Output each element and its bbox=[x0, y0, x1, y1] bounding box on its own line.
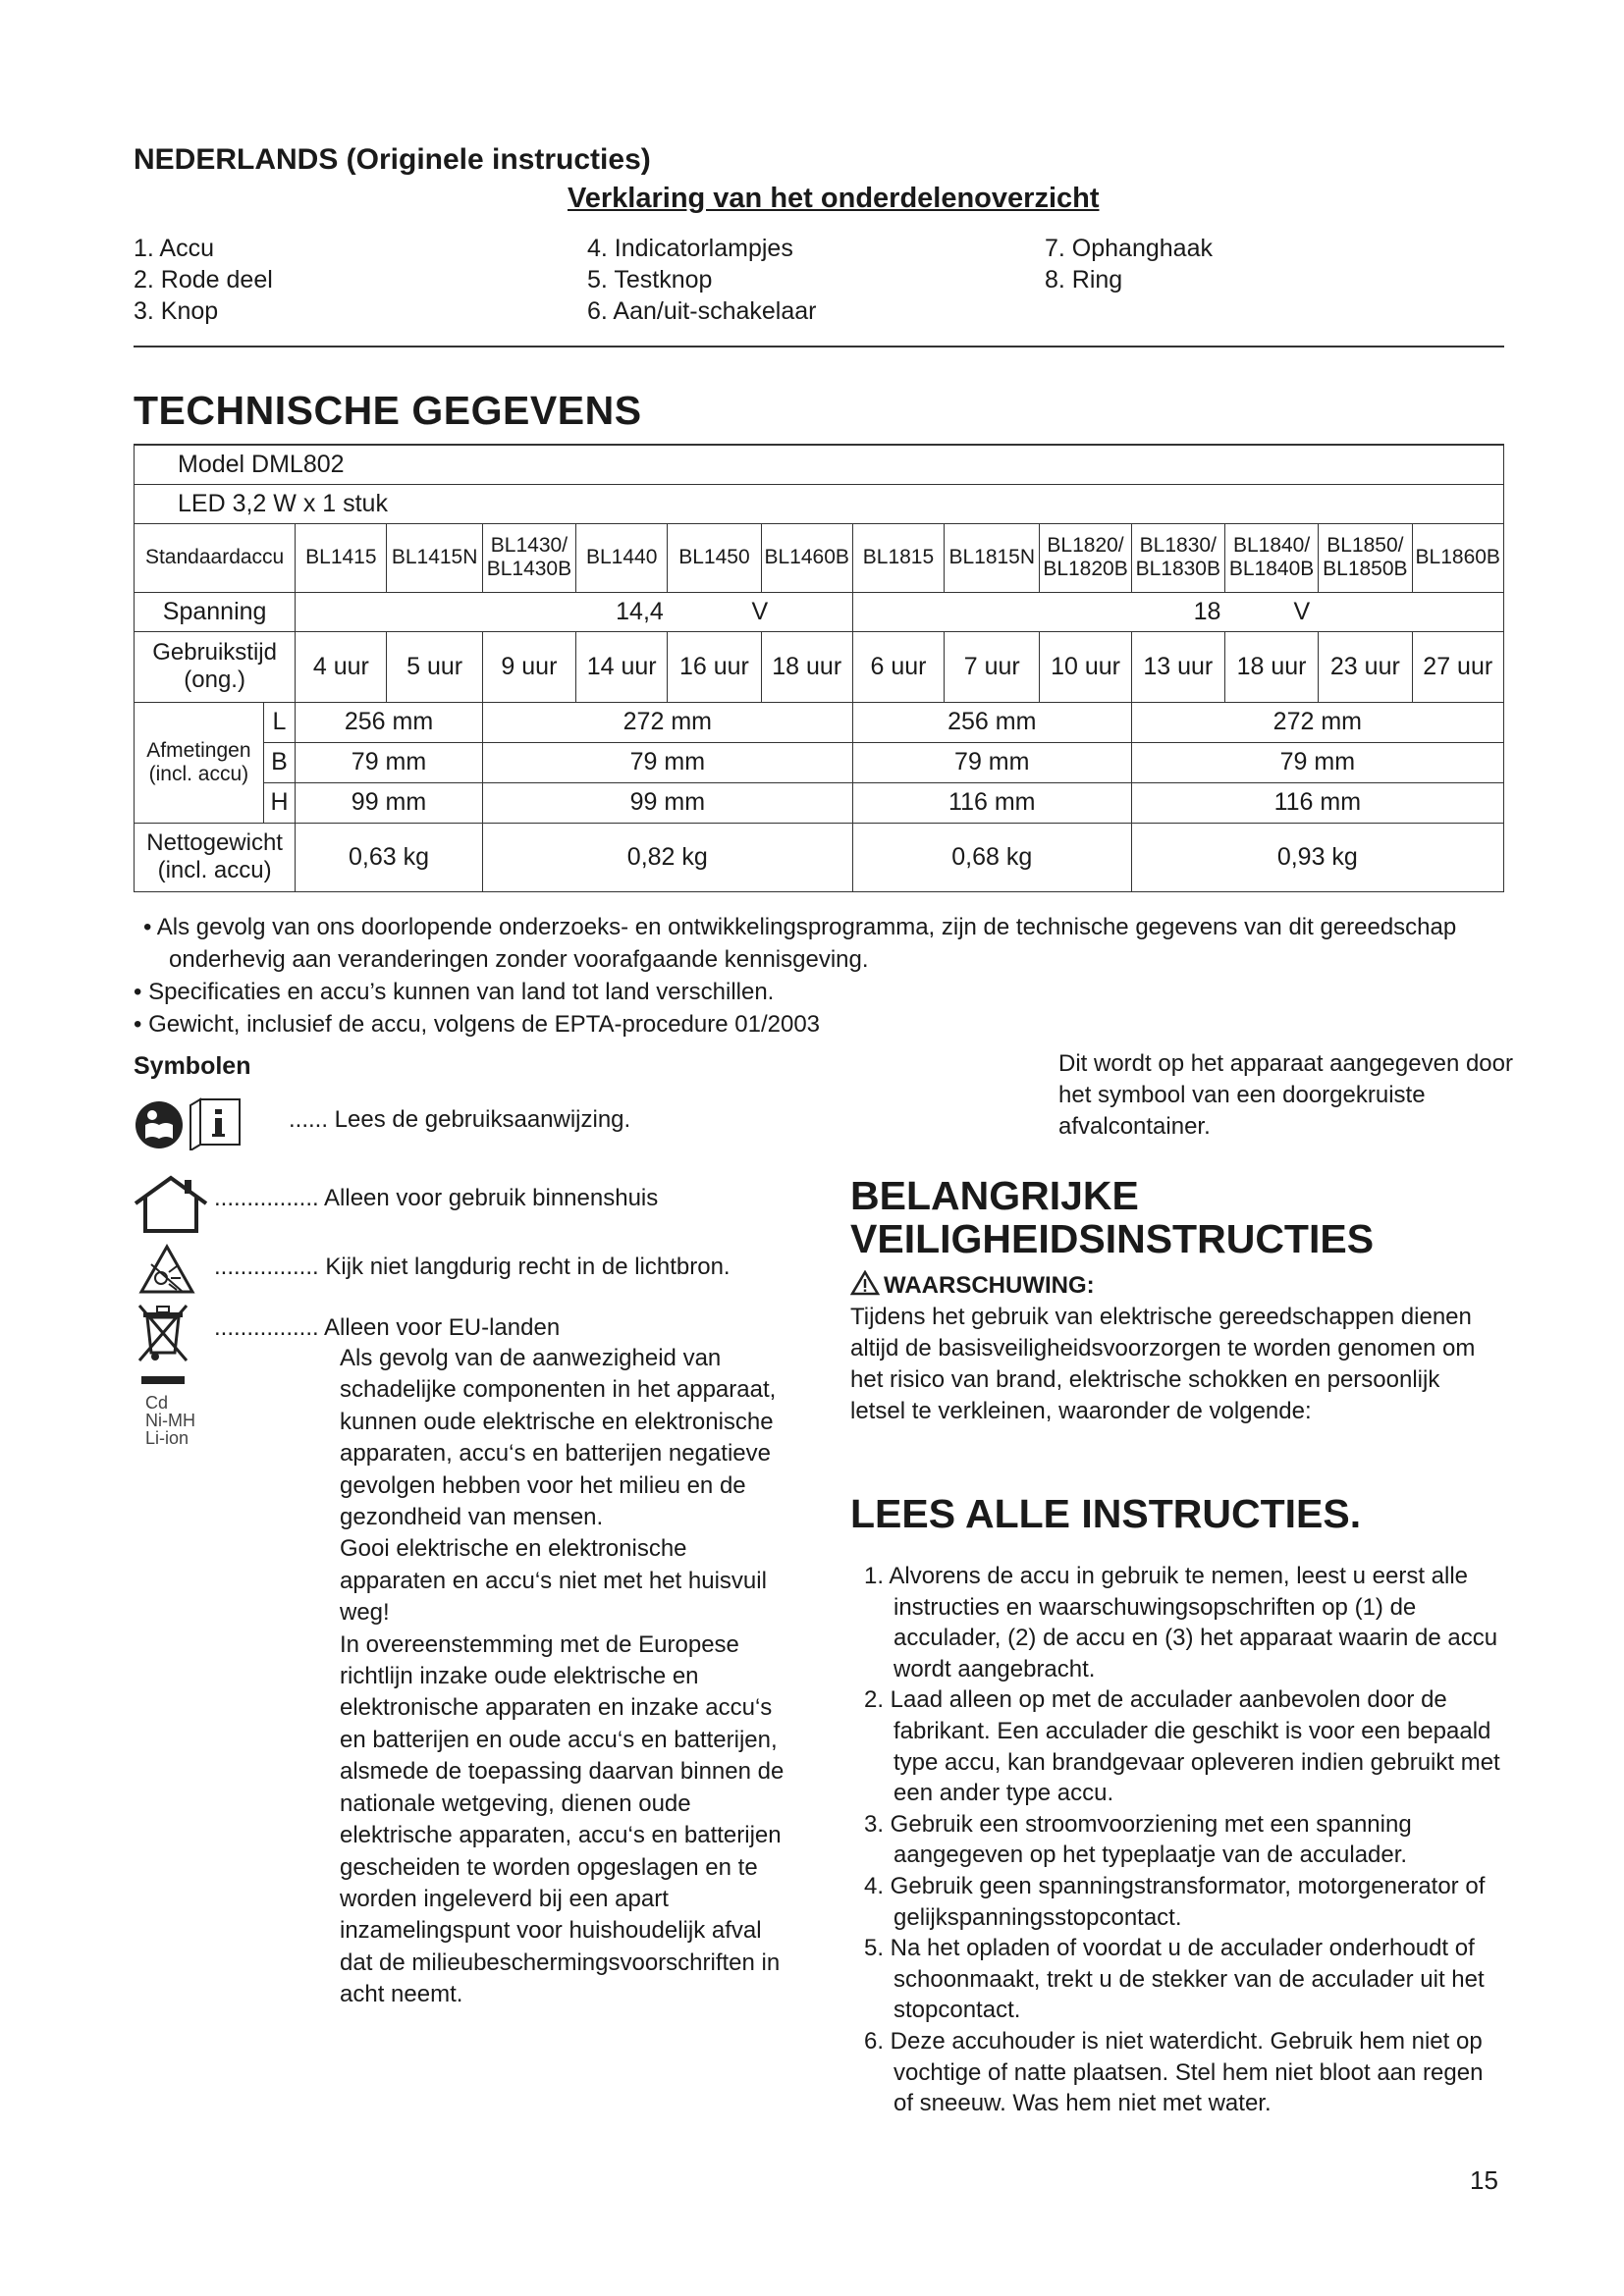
no-stare-light-icon bbox=[137, 1243, 196, 1298]
weight-cell: 0,63 kg bbox=[296, 823, 483, 891]
weee-paragraph: In overeenstemming met de Europese richtlijn inzake oude elektrische en elektronische apparaten en inzake accu‘s en batterijen en oude accu‘s en batterijen, alsmede de toepassing daarvan binnen de nationale wetgeving, dienen oude elektrische apparaten, accu‘s en batterijen gescheiden te worden opgeslagen en te worden ingeleverd bij een apart inzamelingspunt voor huishoudelijk afval dat de milieubeschermingsvoorschriften in acht neemt. bbox=[340, 1630, 785, 2008]
battery-cell bbox=[482, 523, 575, 592]
battery-type: Li-ion bbox=[145, 1428, 189, 1448]
parts-list-item: 2. Rode deel bbox=[134, 266, 273, 294]
voltage-value: 18 bbox=[852, 592, 1224, 631]
runtime-cell: 14 uur bbox=[576, 631, 668, 702]
warning-label-text: WAARSCHUWING: bbox=[884, 1272, 1095, 1299]
dimension-length-row bbox=[135, 702, 1504, 742]
battery-name-line: BL1820B bbox=[1043, 558, 1128, 580]
dimension-cell: 79 mm bbox=[1131, 742, 1503, 782]
weee-paragraph: Gooi elektrische en elektronische apparaten en accu‘s niet met het huisvuil weg! bbox=[340, 1535, 767, 1627]
note-item: • Als gevolg van ons doorlopende onderzoeks- en ontwikkelingsprogramma, zijn de technische gegevens van dit gereedschap onderhevig aan veranderingen zonder voorafgaande kennisgeving. bbox=[143, 914, 1457, 973]
battery-name-line: BL1430B bbox=[486, 558, 572, 580]
runtime-cell: 16 uur bbox=[668, 631, 761, 702]
battery-cell: BL1450 bbox=[668, 523, 761, 592]
dimension-cell: 272 mm bbox=[482, 702, 852, 742]
dimension-cell: 256 mm bbox=[296, 702, 483, 742]
weight-label-line: Nettogewicht bbox=[146, 829, 283, 856]
safety-heading bbox=[850, 1174, 1374, 1260]
instruction-item: 1. Alvorens de accu in gebruik te nemen, leest u eerst alle instructies en waarschuwingsopschriften op (1) de acculader, (2) de accu en (3) het apparaat waarin de accu wordt aangebracht. bbox=[864, 1563, 1498, 1682]
parts-list-column-2 bbox=[587, 233, 816, 327]
battery-cell bbox=[1319, 523, 1412, 592]
parts-list-item: 3. Knop bbox=[134, 297, 219, 325]
indoor-use-text: ................ Alleen voor gebruik binnenshuis bbox=[214, 1185, 659, 1211]
battery-name-line: BL1850B bbox=[1323, 558, 1408, 580]
parts-list-item: 5. Testknop bbox=[587, 266, 713, 294]
runtime-cell: 18 uur bbox=[761, 631, 852, 702]
runtime-cell: 4 uur bbox=[296, 631, 387, 702]
battery-cell bbox=[1224, 523, 1318, 592]
battery-cell: BL1440 bbox=[576, 523, 668, 592]
battery-types bbox=[145, 1394, 195, 1447]
dimension-cell: 99 mm bbox=[482, 782, 852, 823]
indoor-use-icon bbox=[132, 1174, 210, 1235]
runtime-label bbox=[135, 631, 296, 702]
technical-data-heading: TECHNISCHE GEGEVENS bbox=[134, 388, 642, 433]
voltage-row bbox=[135, 592, 1504, 631]
dimension-cell: 116 mm bbox=[1131, 782, 1503, 823]
runtime-cell: 10 uur bbox=[1040, 631, 1131, 702]
read-all-instructions-heading: LEES ALLE INSTRUCTIES. bbox=[850, 1491, 1362, 1536]
dimension-cell: 116 mm bbox=[852, 782, 1131, 823]
parts-list-column-3 bbox=[1045, 233, 1213, 295]
dimension-key: B bbox=[263, 742, 295, 782]
voltage-unit: V bbox=[1224, 592, 1503, 631]
battery-name-line: BL1830B bbox=[1135, 558, 1220, 580]
read-manual-text: ...... Lees de gebruiksaanwijzing. bbox=[289, 1106, 631, 1133]
battery-cell: BL1815N bbox=[945, 523, 1040, 592]
standard-battery-label: Standaardaccu bbox=[135, 523, 296, 592]
led-row: LED 3,2 W x 1 stuk bbox=[135, 484, 1504, 523]
specifications-table bbox=[134, 444, 1504, 892]
instruction-item: 2. Laad alleen op met de acculader aanbevolen door de fabrikant. Een acculader die geschikt is voor een bepaald type accu, kan brandgevaar opleveren indien gebruikt met een ander type accu. bbox=[864, 1686, 1500, 1807]
runtime-cell: 7 uur bbox=[945, 631, 1040, 702]
battery-cell: BL1415N bbox=[387, 523, 482, 592]
battery-name-line: BL1830/ bbox=[1139, 534, 1217, 557]
dimension-cell: 99 mm bbox=[296, 782, 483, 823]
instruction-item: 6. Deze accuhouder is niet waterdicht. Gebruik hem niet op vochtige of natte plaatsen. Stel hem niet bloot aan regen of sneeuw. Was hem niet met water. bbox=[864, 2027, 1484, 2117]
spec-notes bbox=[134, 911, 1508, 1041]
warning-label bbox=[850, 1270, 1095, 1300]
weight-row bbox=[135, 823, 1504, 891]
dimension-cell: 79 mm bbox=[482, 742, 852, 782]
instructions-list bbox=[850, 1561, 1508, 2119]
instruction-item: 3. Gebruik een stroomvoorziening met een spanning aangegeven op het typeplaatje van de acculader. bbox=[864, 1810, 1412, 1869]
battery-type: Cd bbox=[145, 1393, 169, 1413]
parts-list-column-1 bbox=[134, 233, 273, 327]
weee-description bbox=[340, 1343, 791, 2011]
page-number: 15 bbox=[1470, 2165, 1498, 2195]
section-divider bbox=[134, 346, 1504, 347]
warning-body: Tijdens het gebruik van elektrische gereedschappen dienen altijd de basisveiligheidsvoorzorgen te worden genomen om het risico van brand, elektrische schokken en persoonlijk letsel te verkleinen, waaronder de volgende: bbox=[850, 1304, 1476, 1424]
dimensions-label-line: Afmetingen bbox=[146, 738, 251, 762]
runtime-cell: 5 uur bbox=[387, 631, 482, 702]
crossed-bin-icon bbox=[135, 1302, 190, 1388]
weight-cell: 0,68 kg bbox=[852, 823, 1131, 891]
dimension-height-row bbox=[135, 782, 1504, 823]
parts-list-item: 8. Ring bbox=[1045, 266, 1123, 294]
battery-name-line: BL1820/ bbox=[1047, 534, 1124, 557]
parts-list-item: 7. Ophanghaak bbox=[1045, 235, 1213, 262]
weight-cell: 0,93 kg bbox=[1131, 823, 1503, 891]
read-manual-icon bbox=[134, 1095, 287, 1150]
symbols-heading: Symbolen bbox=[134, 1052, 251, 1080]
battery-cell: BL1815 bbox=[852, 523, 944, 592]
dimension-width-row bbox=[135, 742, 1504, 782]
runtime-cell: 13 uur bbox=[1131, 631, 1224, 702]
battery-name-line: BL1850/ bbox=[1326, 534, 1404, 557]
parts-list-item: 1. Accu bbox=[134, 235, 214, 262]
instruction-item: 5. Na het opladen of voordat u de acculader onderhoudt of schoonmaakt, trekt u de stekker van de acculader uit het stopcontact. bbox=[864, 1935, 1485, 2024]
model-row: Model DML802 bbox=[135, 445, 1504, 484]
runtime-cell: 6 uur bbox=[852, 631, 944, 702]
eu-only-text: ................ Alleen voor EU-landen bbox=[214, 1314, 561, 1341]
voltage-unit: V bbox=[668, 592, 853, 631]
dimension-cell: 256 mm bbox=[852, 702, 1131, 742]
battery-cell: BL1460B bbox=[761, 523, 852, 592]
battery-name-line: BL1840/ bbox=[1232, 534, 1311, 557]
weight-label bbox=[135, 823, 296, 891]
parts-overview-title: Verklaring van het onderdelenoverzicht bbox=[568, 183, 1100, 214]
battery-type: Ni-MH bbox=[145, 1411, 195, 1430]
parts-list-item: 6. Aan/uit-schakelaar bbox=[587, 297, 817, 325]
safety-heading-line: VEILIGHEIDSINSTRUCTIES bbox=[850, 1216, 1375, 1261]
note-item: • Specificaties en accu’s kunnen van land tot land verschillen. bbox=[134, 979, 775, 1005]
battery-name-line: BL1840B bbox=[1228, 558, 1315, 580]
battery-cell bbox=[1040, 523, 1131, 592]
language-heading: NEDERLANDS (Originele instructies) bbox=[134, 143, 651, 176]
safety-heading-line: BELANGRIJKE bbox=[850, 1173, 1139, 1218]
dimensions-label-line: (incl. accu) bbox=[148, 762, 249, 785]
weight-cell: 0,82 kg bbox=[482, 823, 852, 891]
dimension-cell: 79 mm bbox=[296, 742, 483, 782]
note-item: • Gewicht, inclusief de accu, volgens de EPTA-procedure 01/2003 bbox=[134, 1011, 821, 1038]
runtime-label-line: (ong.) bbox=[184, 667, 245, 693]
runtime-cell: 27 uur bbox=[1412, 631, 1504, 702]
no-stare-light-text: ................ Kijk niet langdurig recht in de lichtbron. bbox=[214, 1254, 731, 1280]
voltage-value: 14,4 bbox=[296, 592, 668, 631]
dimension-cell: 79 mm bbox=[852, 742, 1131, 782]
warning-triangle-icon bbox=[850, 1270, 880, 1296]
dimension-cell: 272 mm bbox=[1131, 702, 1503, 742]
battery-cell: BL1860B bbox=[1412, 523, 1504, 592]
dimensions-label bbox=[135, 702, 264, 823]
battery-cell bbox=[1131, 523, 1224, 592]
voltage-label: Spanning bbox=[135, 592, 296, 631]
weee-paragraph: Als gevolg van de aanwezigheid van schadelijke componenten in het apparaat, kunnen oude elektrische en elektronische apparaten, accu‘s en batterijen negatieve gevolgen hebben voor het milieu en de gezondheid van mensen. bbox=[340, 1345, 777, 1531]
runtime-cell: 18 uur bbox=[1224, 631, 1318, 702]
instruction-item: 4. Gebruik geen spanningstransformator, motorgenerator of gelijkspanningsstopcontact. bbox=[864, 1872, 1486, 1931]
dimension-key: H bbox=[263, 782, 295, 823]
runtime-label-line: Gebruikstijd bbox=[152, 639, 277, 666]
battery-name-line: BL1430/ bbox=[490, 534, 568, 557]
crossed-bin-intro: Dit wordt op het apparaat aangegeven door het symbool van een doorgekruiste afvalcontainer. bbox=[1058, 1050, 1513, 1140]
runtime-cell: 9 uur bbox=[482, 631, 575, 702]
battery-cell: BL1415 bbox=[296, 523, 387, 592]
runtime-cell: 23 uur bbox=[1319, 631, 1412, 702]
standard-battery-row bbox=[135, 523, 1504, 592]
parts-list-item: 4. Indicatorlampjes bbox=[587, 235, 793, 262]
weight-label-line: (incl. accu) bbox=[157, 857, 272, 883]
runtime-row bbox=[135, 631, 1504, 702]
dimension-key: L bbox=[263, 702, 295, 742]
